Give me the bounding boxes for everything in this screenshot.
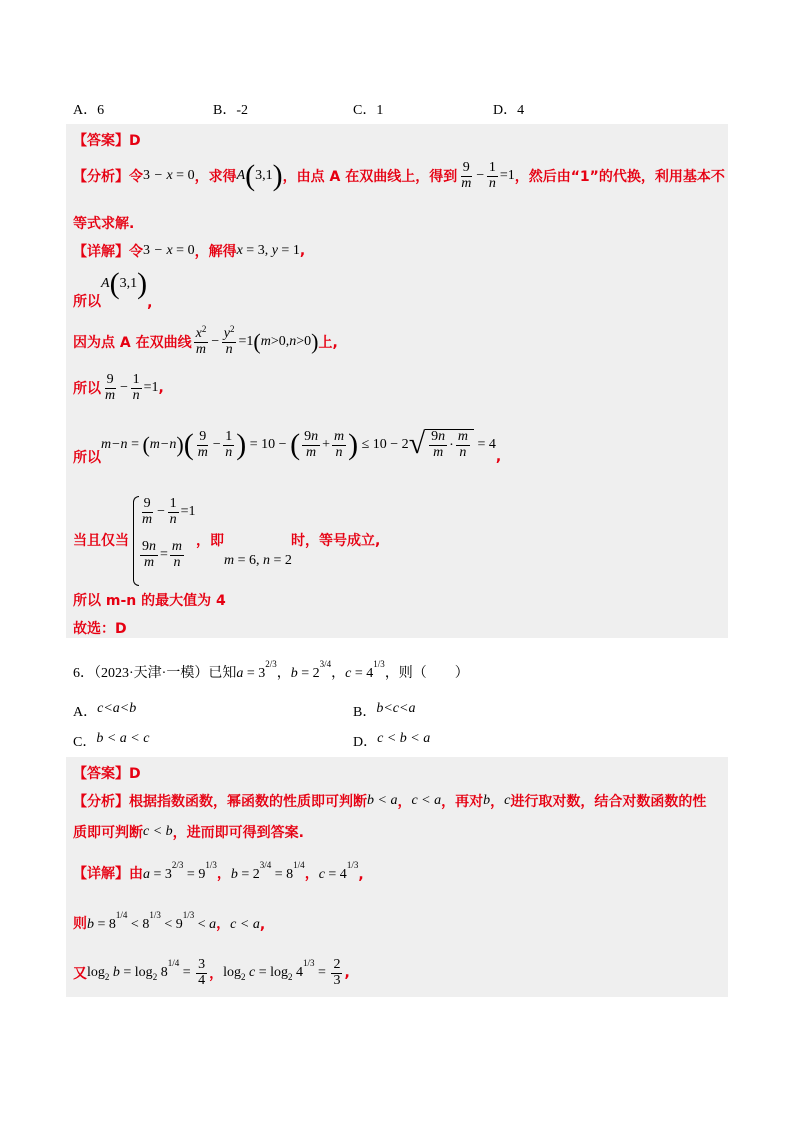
math-values: m = 6, n = 2 (224, 553, 292, 568)
q6-analysis-line: 【分析】根据指数函数，幂函数的性质即可判断 b < a ， c < a ，再对 b ， c 进行取对数，结合对数函数的性 (73, 793, 707, 810)
q6-stem: 6．（2023·天津·一模）已知 a = 3 2/3 ， b = 2 3/4 ， c = 4 1/3 ，则（ ） (73, 659, 469, 681)
option-b: B．-2 (213, 103, 248, 118)
q6-then-line: 则 b = 8 1/4 < 8 1/3 < 9 1/3 < a ， c < a , (73, 910, 266, 933)
q6-option-c: C． b < a < c (73, 731, 150, 750)
math-point: A ( 3,1 ) (101, 267, 148, 300)
math-point: A ( 3,1 ) (236, 159, 283, 192)
only-when-label: 当且仅当 (73, 533, 129, 549)
so-line-1: 所以 A ( 3,1 ) , (73, 267, 153, 311)
math-hyperbola: $\frac{x^2}{m}$ − $\frac{y^2}{n}$ =1 ( m >0, n >0 ) (195, 323, 319, 357)
q6-answer-label: 【答案】D (73, 766, 141, 782)
equal-holds: 时，等号成立, (291, 533, 381, 549)
q6-again-line: 又 log 2 b = log 2 8 1/4 = $\frac{3}{4}$ ， log 2 c = log 2 4 1/3 = $\frac{2}{3}$ , (73, 956, 350, 988)
system-eq-2: $\frac{9n}{m}$ = $\frac{m}{n}$ (142, 539, 183, 570)
math-expr: 3 − x = 0 (143, 168, 195, 183)
analysis-line: 【分析】令 3 − x = 0 ，求得 A ( 3,1 ) ，由点 A 在双曲线上，得到 $\frac{9}{m}$ − $\frac{1}{n}$ =1 ，然后由“1”的代换，利用基本不 (73, 159, 725, 192)
hyperbola-line: 因为点 A 在双曲线 $\frac{x^2}{m}$ − $\frac{y^2}{n}$ =1 ( m >0, n >0 ) 上, (73, 323, 338, 357)
q6-option-d: D． c < b < a (353, 731, 431, 750)
math-c: c = 4 1/3 (345, 659, 385, 681)
math-a: a = 3 2/3 (236, 659, 277, 681)
math-inequality: m−n = ( m−n ) ( $\frac{9}{m}$ − $\frac{1}{n}$ ) = 10 − ( $\frac{9n}{m}$ + $\frac{m}{n}$ ) ≤ 10 − 2 √ $\frac{9n}{m}$ · $\frac{m}{n}$ = 4 (101, 427, 496, 461)
q6-option-b: B． b<c<a (353, 701, 416, 720)
answer-label: 【答案】D (73, 133, 141, 149)
detail-line: 【详解】令 3 − x = 0 ，解得 x = 3, y = 1 , (73, 243, 306, 260)
system-eq-1: $\frac{9}{m}$ − $\frac{1}{n}$ =1 (142, 496, 196, 527)
math-b: b = 2 3/4 (290, 659, 332, 681)
math-fraction-eq: $\frac{9}{m}$ − $\frac{1}{n}$ =1 (461, 159, 515, 191)
option-c: C．1 (353, 103, 384, 118)
option-a: A．6 (73, 103, 105, 118)
ji-label: ，即 (196, 533, 224, 549)
so-line-2: 所以 $\frac{9}{m}$ − $\frac{1}{n}$ =1 , (73, 371, 164, 403)
so-line-3: 所以 m−n = ( m−n ) ( $\frac{9}{m}$ − $\frac{1}{n}$ ) = 10 − ( $\frac{9n}{m}$ + $\frac{m}{n}$ ) ≤ 10 − 2 √ $\frac{9n}{m}$ · $\frac{m}{n}$ = 4 , (73, 427, 502, 466)
q6-option-a: A． c<a<b (73, 701, 137, 720)
q6-detail-line: 【详解】由 a = 3 2/3 = 9 1/3 ， b = 2 3/4 = 8 1/4 ， c = 4 1/3 , (73, 860, 364, 883)
max-line: 所以 m-n 的最大值为 4 (73, 593, 226, 609)
choose-line: 故选：D (73, 621, 127, 637)
option-d: D．4 (493, 103, 525, 118)
math-expr: 3 − x = 0 (143, 243, 195, 258)
analysis-line-2: 等式求解. (73, 216, 135, 232)
q6-analysis-line-2: 质即可判断 c < b ，进而即可得到答案. (73, 824, 304, 841)
math-solution: x = 3, y = 1 (236, 243, 300, 258)
math-fraction-eq: $\frac{9}{m}$ − $\frac{1}{n}$ =1 (105, 371, 159, 403)
